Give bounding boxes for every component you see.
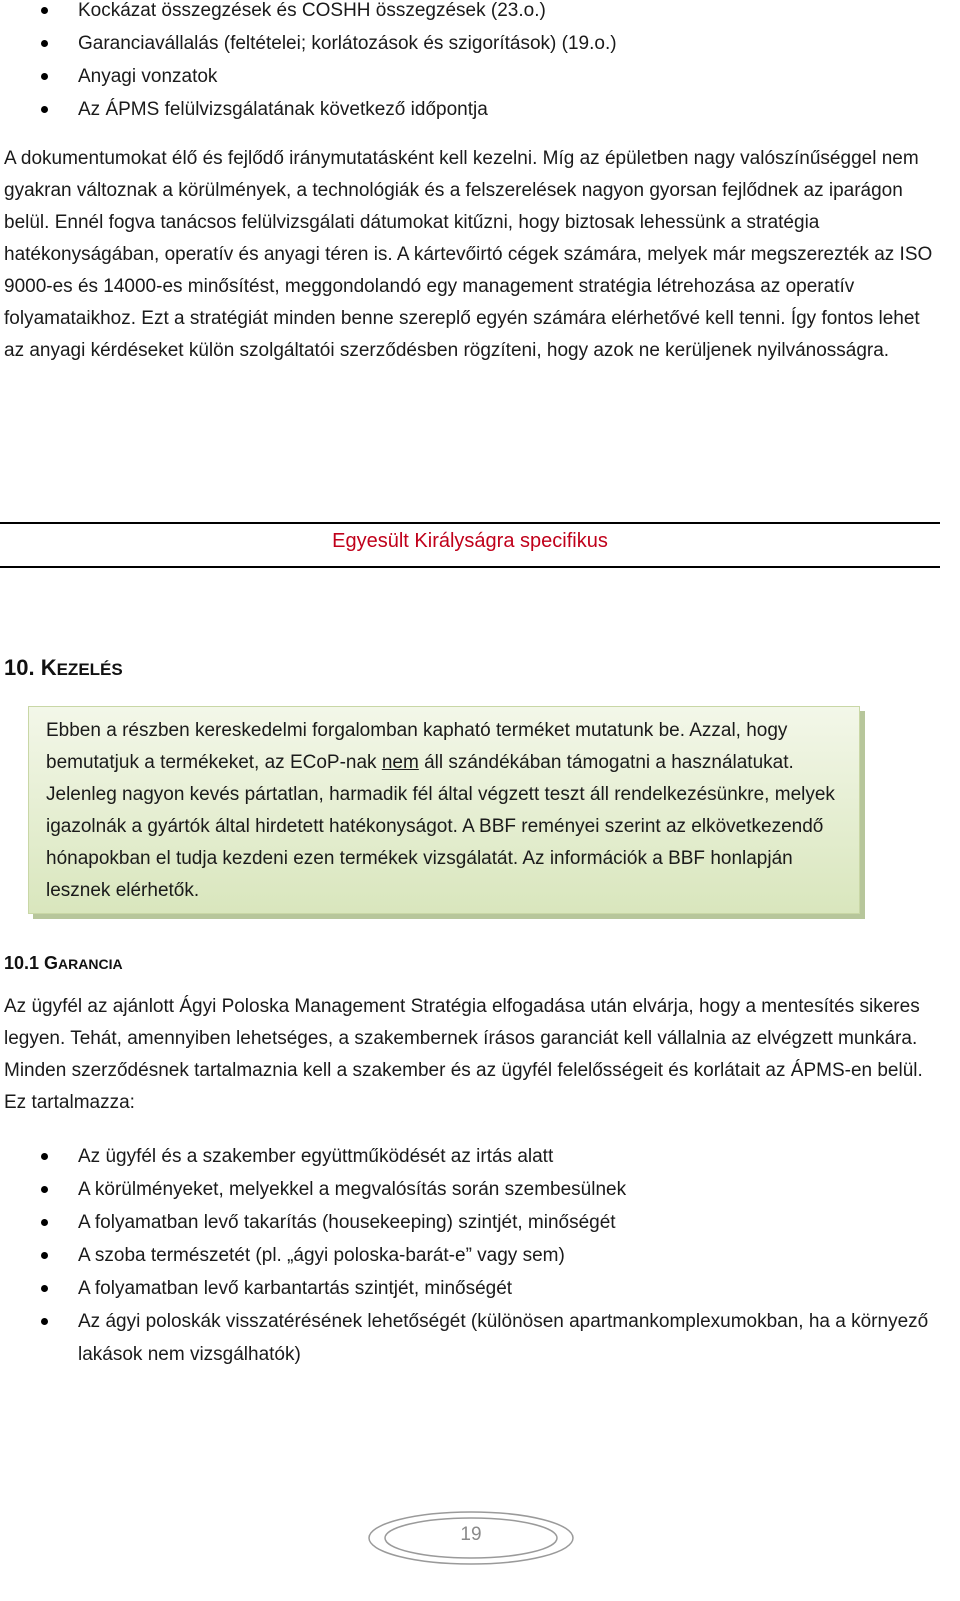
list-item: A körülményeket, melyekkel a megvalósítás során szembesülnek [0,1173,930,1206]
list-item: Az ügyfél és a szakember együttműködését az irtás alatt [0,1140,930,1173]
uk-specific-banner [0,522,940,568]
banner-text: Egyesült Királyságra specifikus [332,530,608,552]
subsection-number: 10.1 G [4,953,59,973]
page-number: 19 [460,1524,482,1545]
section-heading-10-1 [4,953,123,974]
list-item: Az ágyi poloskák visszatérésének lehetőségét (különösen apartmankomplexumokban, ha a környező lakások nem vizsgálhatók) [0,1305,930,1371]
list-item: Anyagi vonzatok [0,60,930,93]
disclaimer-part-1: Ebben a részben kereskedelmi forgalomban kapható terméket mutatunk be. Azzal, hogy bemutatjuk a termékeket, az ECoP-nak [46,720,788,773]
list-item: Az ÁPMS felülvizsgálatának következő időpontja [0,93,930,126]
list-item: A folyamatban levő takarítás (housekeeping) szintjét, minőségét [0,1206,930,1239]
section-title: EZELÉS [56,660,123,679]
top-bullet-list [0,0,930,126]
list-item: Kockázat összegzések és COSHH összegzések (23.o.) [0,0,930,27]
list-item: Garanciavállalás (feltételei; korlátozások és szigorítások) (19.o.) [0,27,930,60]
guarantee-paragraph: Az ügyfél az ajánlott Ágyi Poloska Management Stratégia elfogadása után elvárja, hogy a mentesítés sikeres legyen. Tehát, amennyiben lehetséges, a szakembernek írásos garanciát kell vállalnia az elvégzett munkára. Minden szerződésnek tartalmaznia kell a szakember és az ügyfél felelősségeit és korlátait az ÁPMS-en belül. Ez tartalmazza: [4,996,923,1113]
section-heading-10 [4,655,123,681]
list-item: A szoba természetét (pl. „ágyi poloska-barát-e” vagy sem) [0,1239,930,1272]
disclaimer-part-2: áll szándékában támogatni a használatukat. Jelenleg nagyon kevés pártatlan, harmadik fél által végzett teszt áll rendelkezésünkre, melyek igazolnák a gyártók által hirdetett hatékonyságot. A BBF reményei szerint az elkövetkezendő hónapokban el tudja kezdeni ezen termékek vizsgálatát. Az információk a BBF honlapján lesznek elérhetők. [46,752,835,901]
page-number-badge [366,1509,576,1567]
intro-body-text: Míg az épületben nagy valószínűséggel nem gyakran változnak a körülmények, a technológiák és a felszerelések nagyon gyorsan fejlődnek az iparágon belül. Ennél fogva tanácsos felülvizsgálati dátumokat kitűzni, hogy biztosak lehessünk a stratégia hatékonyságában, operatív és anyagi téren is. A kártevőirtó cégek számára, melyek már megszerezték az ISO 9000-es és 14000-es minősítést, meggondolandó egy management stratégia létrehozása az operatív folyamataikhoz. Ezt a stratégiát minden benne szereplő egyén számára elérhetővé kell tenni. Így fontos lehet az anyagi kérdéseket külön szolgáltatói szerződésben rögzíteni, hogy azok ne kerüljenek nyilvánosságra. [4,148,933,361]
subsection-title: ARANCIA [58,956,123,972]
disclaimer-emphasis: nem [381,752,419,773]
intro-paragraph [4,143,940,367]
list-item: A folyamatban levő karbantartás szintjét, minőségét [0,1272,930,1305]
guarantee-bullet-list [0,1140,930,1371]
intro-lead-sentence: A dokumentumokat élő és fejlődő iránymutatásként kell kezelni. [4,148,538,169]
product-disclaimer-box [28,706,860,914]
section-number: 10. K [4,655,57,680]
disclaimer-text [29,707,859,907]
